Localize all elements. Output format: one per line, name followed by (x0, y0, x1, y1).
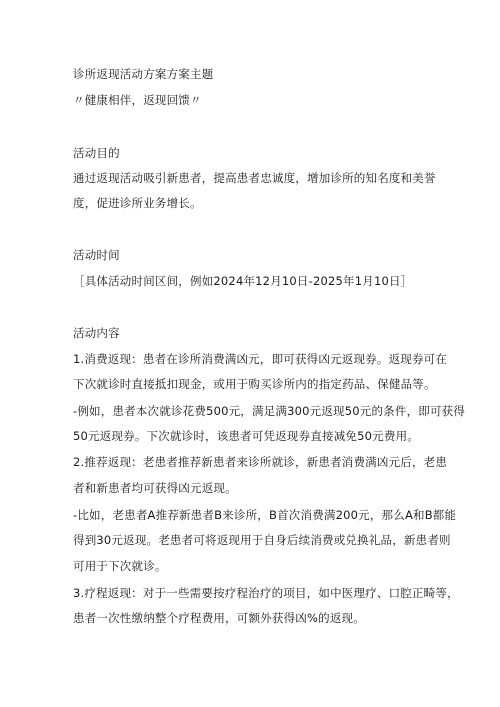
content-line: -比如，老患者A推荐新患者B来诊所，B首次消费满200元，那么A和B都能 (73, 508, 457, 522)
content-line: 患者一次性缴纳整个疗程费用，可额外获得凶%的返现。 (73, 611, 365, 625)
content-line: 得到30元返现。老患者可将返现用于自身后续消费或兑换礼品，新患者则 (73, 533, 451, 547)
content-line: -例如，患者本次就诊花费500元，满足满300元返现50元的条件，即可获得 (73, 404, 466, 418)
content-line: 1.消费返现：患者在诊所消费满凶元，即可获得凶元返现券。返现券可在 (73, 352, 448, 366)
time-text: ［具体活动时间区间，例如2024年12月10日-2025年1月10日］ (73, 274, 413, 288)
purpose-line: 通过返现活动吸引新患者，提高患者忠诚度，增加诊所的知名度和美誉 (73, 171, 436, 185)
content-line: 2.推荐返现：老患者推荐新患者来诊所就诊，新患者消费满凶元后，老患 (73, 455, 448, 469)
purpose-line: 度，促进诊所业务增长。 (73, 196, 202, 210)
content-heading: 活动内容 (73, 326, 120, 340)
doc-title: 诊所返现活动方案方案主题 (73, 67, 214, 81)
purpose-heading: 活动目的 (73, 146, 120, 160)
content-line: 3.疗程返现：对于一些需要按疗程治疗的项目，如中医理疗、口腔正畸等， (73, 586, 459, 600)
content-line: 下次就诊时直接抵扣现金，或用于购买诊所内的指定药品、保健品等。 (73, 377, 436, 391)
content-line: 可用于下次就诊。 (73, 559, 167, 573)
time-heading: 活动时间 (73, 248, 120, 262)
content-line: 者和新患者均可获得凶元返现。 (73, 481, 237, 495)
doc-slogan: 〃健康相伴，返现回馈〃 (73, 93, 202, 107)
content-line: 50元返现券。下次就诊时，该患者可凭返现券直接减免50元费用。 (73, 429, 419, 443)
